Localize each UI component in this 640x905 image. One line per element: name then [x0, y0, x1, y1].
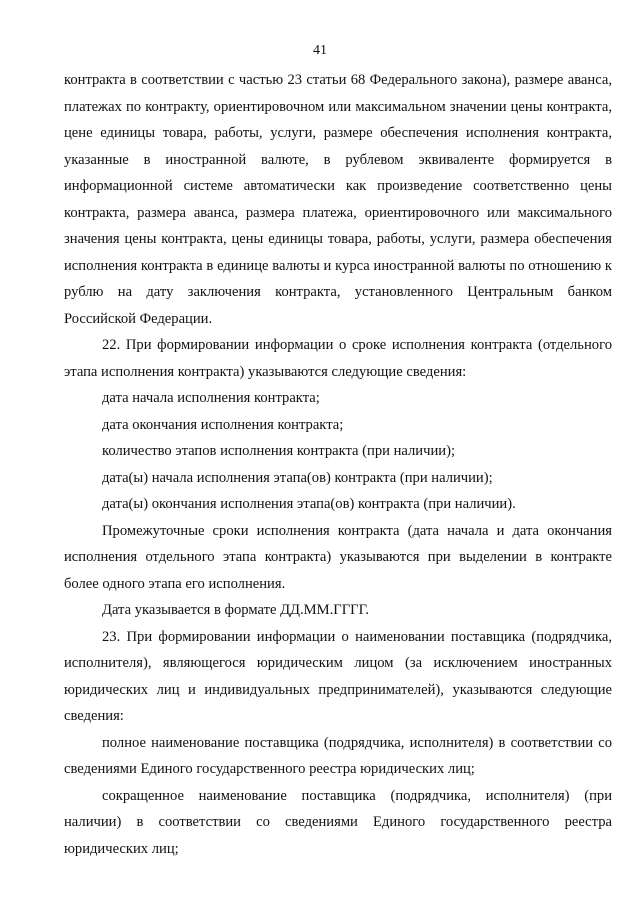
- page-number: 41: [313, 43, 327, 58]
- list-item: количество этапов исполнения контракта (при наличии);: [102, 443, 455, 459]
- list-item: дата(ы) начала исполнения этапа(ов) контракта (при наличии);: [102, 469, 493, 486]
- list-item: дата окончания исполнения контракта;: [102, 416, 344, 433]
- paragraph-continuation: контракта в соответствии с частью 23 статьи 68 Федерального закона), размере аванса, платежах по контракту, ориентировочном или максимальном значении цены контракта, цене единицы товара, работы, услуги, размере обеспечения исполнения контракта, указанные в иностранной валюте, в рублевом эквиваленте формируется в информационной системе автоматически как произведение соответственно цены контракта, размера аванса, размера платежа, ориентировочного или максимального значения цены контракта, цены единицы товара, работы, услуги, размера обеспечения исполнения контракта в единице валюты и курса иностранной валюты по отношению к рублю на дату заключения контракта, установленного Центральным банком Российской Федерации.: [64, 72, 612, 327]
- paragraph-date-format: Дата указывается в формате ДД.ММ.ГГГГ.: [102, 602, 370, 618]
- list-item: полное наименование поставщика (подрядчика, исполнителя) в соответствии со сведениями Единого государственного реестра юридических лиц;: [64, 734, 612, 777]
- list-item: сокращенное наименование поставщика (подрядчика, исполнителя) (при наличии) в соответствии со сведениями Единого государственного реестра юридических лиц;: [64, 787, 612, 857]
- paragraph-22: 22. При формировании информации о сроке исполнения контракта (отдельного этапа исполнения контракта) указываются следующие сведения:: [64, 337, 612, 380]
- document-body: [64, 67, 612, 862]
- paragraph-interim-deadlines: Промежуточные сроки исполнения контракта (дата начала и дата окончания исполнения отдельного этапа контракта) указываются при выделении в контракте более одного этапа его исполнения.: [64, 522, 612, 592]
- paragraph-23: 23. При формировании информации о наименовании поставщика (подрядчика, исполнителя), являющегося юридическим лицом (за исключением иностранных юридических лиц и индивидуальных предпринимателей), указываются следующие сведения:: [64, 628, 612, 724]
- list-item: дата начала исполнения контракта;: [102, 390, 320, 406]
- list-item: дата(ы) окончания исполнения этапа(ов) контракта (при наличии).: [102, 496, 516, 512]
